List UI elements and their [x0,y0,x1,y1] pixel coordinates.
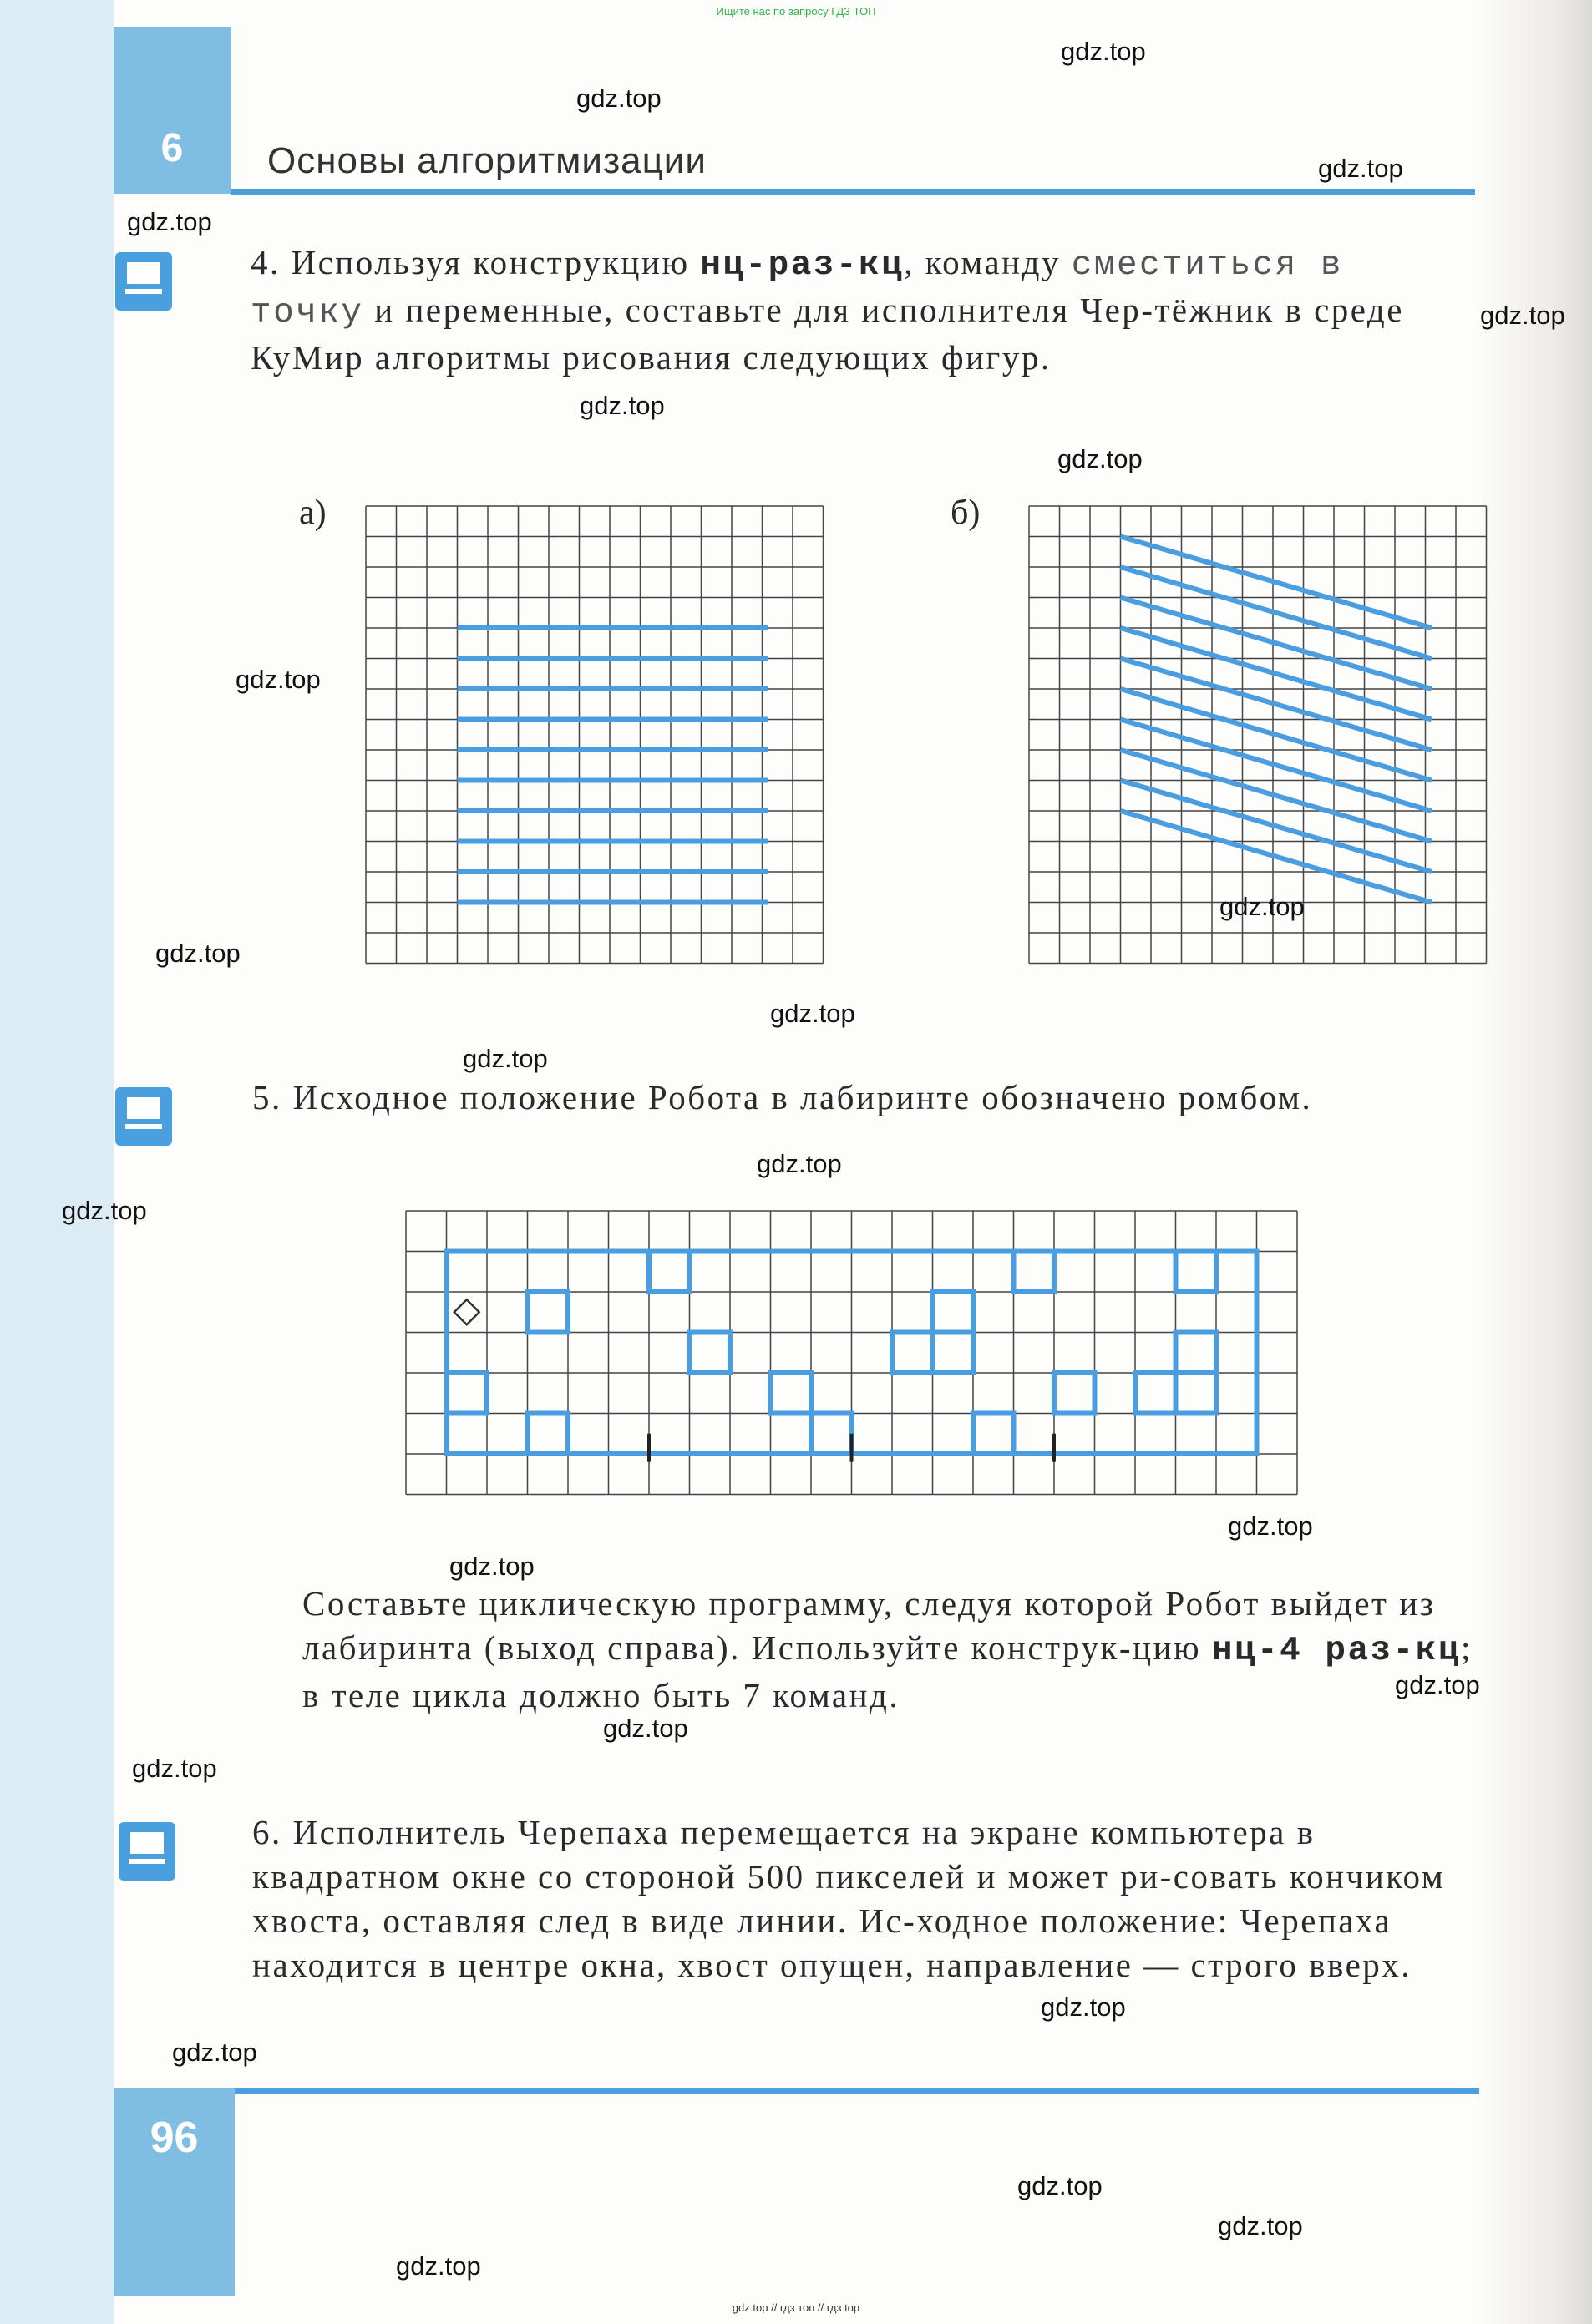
watermark: gdz.top [580,391,665,420]
watermark: gdz.top [576,84,662,113]
watermark: gdz.top [155,939,241,968]
task-4-number: 4. [251,243,281,281]
maze-wall [528,1292,569,1333]
watermark: gdz.top [1061,37,1146,66]
maze-wall [649,1252,690,1293]
maze-wall [1176,1373,1217,1414]
maze-wall [528,1414,569,1455]
maze-wall [973,1414,1014,1455]
watermark: gdz.top [172,2038,257,2067]
watermark: gdz.top [1228,1511,1313,1541]
watermark: gdz.top [463,1044,548,1073]
maze-wall [1176,1333,1217,1374]
task-4-text-after: и переменные, составьте для исполнителя Чер-тёжник в среде КуМир алгоритмы рисования следующих фигур. [251,291,1404,377]
figure-b-label: б) [951,494,981,532]
maze-wall [811,1414,852,1455]
watermark: gdz.top [1041,1992,1126,2022]
watermark: gdz.top [1219,892,1305,921]
task-5-keyword: нц-4 раз-кц [1211,1632,1461,1670]
top-note[interactable]: Ищите нас по запросу ГДЗ ТОП [716,5,876,18]
watermark: gdz.top [1017,2171,1103,2200]
task-4-command: сместиться в точку [251,246,1343,332]
watermark: gdz.top [1218,2211,1303,2240]
watermark: gdz.top [757,1149,842,1178]
maze-wall [1014,1252,1055,1293]
maze-wall [1176,1252,1217,1293]
watermark: gdz.top [1318,154,1403,183]
chapter-title: Основы алгоритмизации [267,140,707,181]
page-number: 96 [150,2114,199,2162]
maze-wall [1054,1373,1095,1414]
maze-wall [933,1292,974,1333]
watermark: gdz.top [1395,1670,1480,1699]
maze-wall [1135,1373,1176,1414]
figure-a-label: а) [299,494,327,532]
watermark: gdz.top [62,1196,147,1225]
task-6-number: 6. [252,1813,282,1851]
task-4-text-before: Используя конструкцию [291,243,690,281]
watermark: gdz.top [396,2251,481,2281]
task-4-text-mid: , команду [904,243,1061,281]
maze-wall [892,1333,933,1374]
maze-wall [690,1333,731,1374]
task-5-para-after: ; в теле цикла должно быть 7 команд. [302,1628,1473,1714]
task-5-number: 5. [252,1078,282,1116]
footer-note[interactable]: gdz top // гдз топ // гдз top [732,2301,860,2314]
task-6-statement: Исполнитель Черепаха перемещается на экране компьютера в квадратном окне со стороной 500 пикселей и может ри-совать кончиком хвоста, оставляя след в виде линии. Ис-ходное положение: Черепаха находится в центре окна, хвост опущен, направление — строго вверх. [252,1813,1446,1984]
maze-wall [933,1333,974,1374]
chapter-number: 6 [160,126,184,170]
maze-wall [771,1373,812,1414]
watermark: gdz.top [132,1754,217,1783]
watermark: gdz.top [1480,301,1565,330]
maze-wall [447,1373,488,1414]
watermark: gdz.top [236,665,321,694]
watermark: gdz.top [770,999,855,1028]
robot-start-diamond [454,1299,479,1324]
task-4-keyword: нц-раз-кц [700,246,905,285]
task-5-statement: Исходное положение Робота в лабиринте обозначено ромбом. [292,1078,1313,1116]
watermark: gdz.top [127,207,212,236]
watermark: gdz.top [603,1714,688,1743]
task-5-para-before: Составьте циклическую программу, следуя которой Робот выйдет из лабиринта (выход справа). Используйте конструк-цию [302,1584,1436,1667]
watermark: gdz.top [449,1552,535,1581]
watermark: gdz.top [1057,444,1143,473]
